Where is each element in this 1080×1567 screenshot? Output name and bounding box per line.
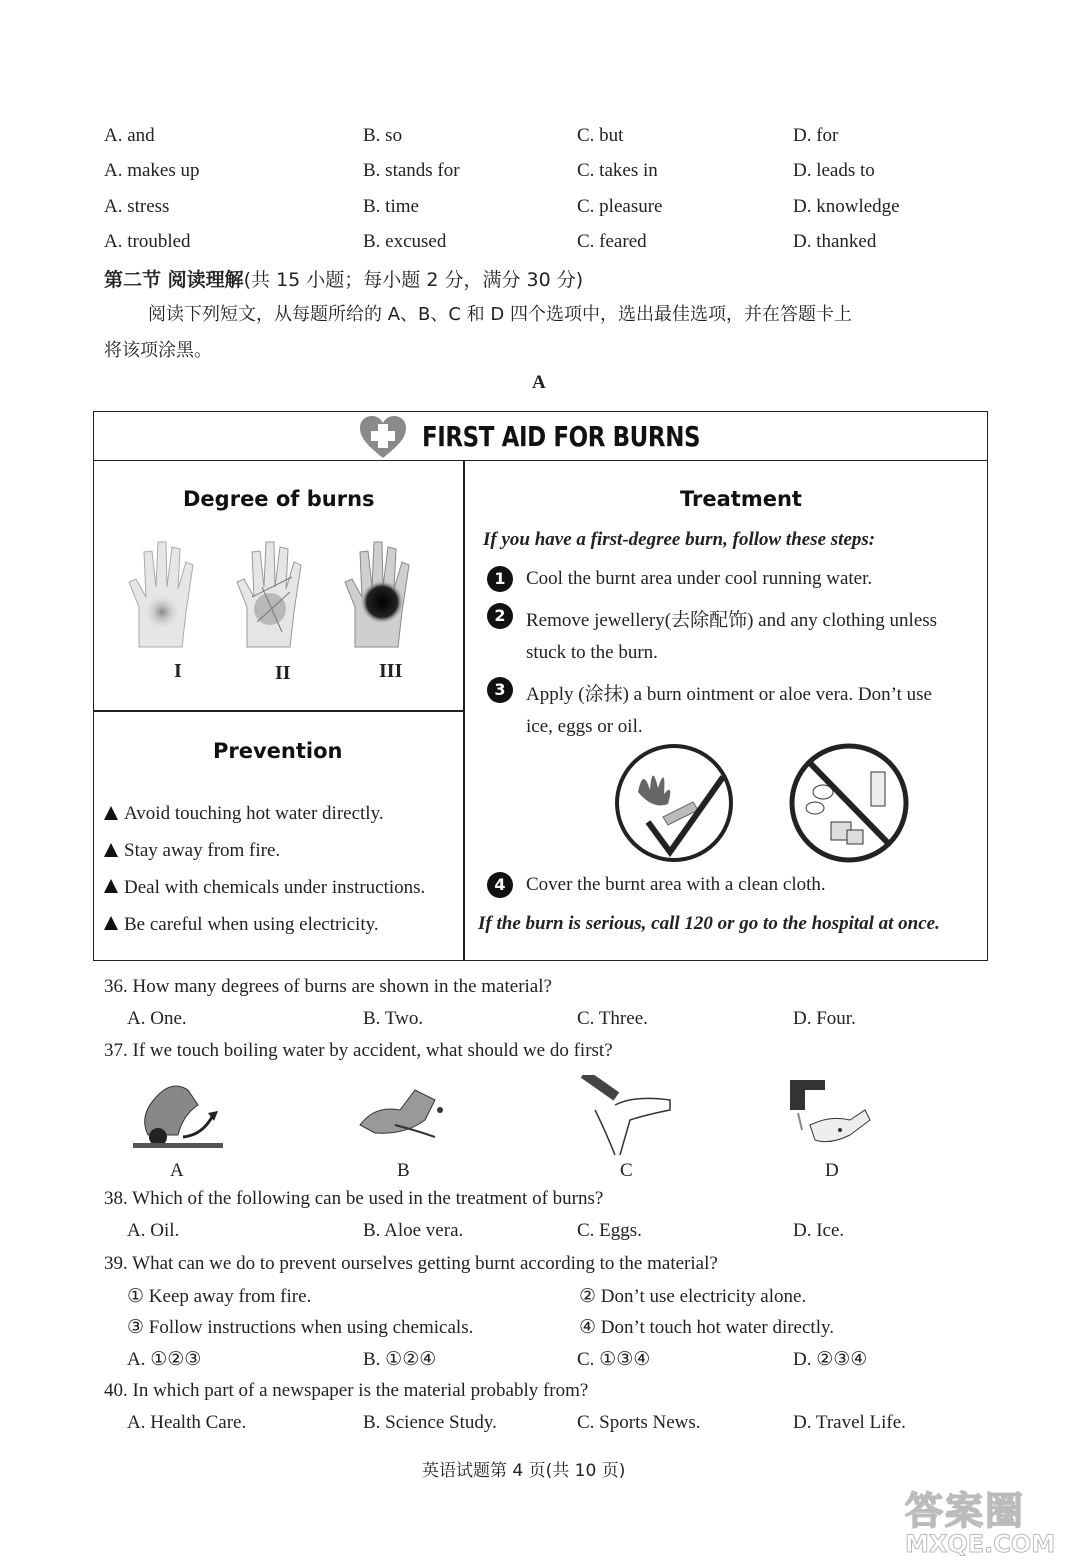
- step-2-badge: 2: [487, 603, 513, 629]
- poster-title-row: [94, 412, 987, 461]
- heart-cross-icon: [358, 414, 408, 460]
- degree-heading: Degree of burns: [183, 487, 375, 511]
- option-35-c: C. feared: [577, 231, 647, 252]
- option-32-c: C. but: [577, 125, 624, 146]
- hand-first-degree-icon: [129, 542, 193, 647]
- triangle-bullet-icon: [104, 843, 118, 857]
- q37-label-c: C: [620, 1160, 633, 1181]
- hand-third-degree-icon: [345, 542, 409, 647]
- prevention-heading: Prevention: [213, 739, 343, 763]
- q36-option-a: A. One.: [127, 1008, 187, 1029]
- q37-picture-a-icon: [128, 1075, 228, 1155]
- q39-option-c: C. ①③④: [577, 1349, 651, 1370]
- instruction-line-1: 阅读下列短文，从每题所给的 A、B、C 和 D 四个选项中，选出最佳选项，并在答题卡上: [148, 304, 852, 325]
- watermark-line-1: 答案圈: [905, 1489, 1026, 1533]
- watermark-line-2: MXQE.COM: [905, 1530, 1056, 1558]
- step-2-text-line2: stuck to the burn.: [526, 642, 658, 663]
- ice-eggs-oil-forbidden-icon: [783, 742, 915, 864]
- passage-label: A: [532, 372, 546, 393]
- step-1-text: Cool the burnt area under cool running water.: [526, 568, 873, 589]
- step-3-text-line2: ice, eggs or oil.: [526, 716, 643, 737]
- q37-picture-d-icon: [780, 1075, 880, 1160]
- option-33-a: A. makes up: [104, 160, 200, 181]
- q39-stem: 39. What can we do to prevent ourselves getting burnt according to the material?: [104, 1253, 718, 1274]
- q39-statement-3: ③ Follow instructions when using chemicals.: [127, 1317, 474, 1338]
- triangle-bullet-icon: [104, 806, 118, 820]
- q37-label-a: A: [170, 1160, 184, 1181]
- q37-picture-c-icon: [575, 1075, 680, 1160]
- burn-degree-hands: [124, 537, 434, 652]
- q37-picture-b-icon: [355, 1075, 455, 1145]
- q36-option-c: C. Three.: [577, 1008, 648, 1029]
- triangle-bullet-icon: [104, 879, 118, 893]
- step-3-badge: 3: [487, 677, 513, 703]
- q39-option-d: D. ②③④: [793, 1349, 868, 1370]
- option-35-b: B. excused: [363, 231, 447, 252]
- q37-label-b: B: [397, 1160, 410, 1181]
- q38-option-b: B. Aloe vera.: [363, 1220, 464, 1241]
- q39-statement-4: ④ Don’t touch hot water directly.: [579, 1317, 834, 1338]
- page-footer: 英语试题第 4 页(共 10 页): [422, 1461, 626, 1481]
- step-4-text: Cover the burnt area with a clean cloth.: [526, 874, 826, 895]
- serious-note: If the burn is serious, call 120 or go to the hospital at once.: [478, 913, 940, 934]
- treatment-intro: If you have a first-degree burn, follow these steps:: [483, 529, 876, 550]
- degree-label-2: II: [275, 662, 291, 684]
- prevention-item-3: Deal with chemicals under instructions.: [124, 877, 426, 898]
- section-heading-note: (共 15 小题；每小题 2 分，满分 30 分): [243, 269, 584, 291]
- triangle-bullet-icon: [104, 916, 118, 930]
- option-33-b: B. stands for: [363, 160, 460, 181]
- poster-title: FIRST AID FOR BURNS: [422, 420, 701, 453]
- option-32-a: A. and: [104, 125, 155, 146]
- q40-option-a: A. Health Care.: [127, 1412, 247, 1433]
- poster-horizontal-divider: [94, 710, 464, 712]
- prevention-item-1: Avoid touching hot water directly.: [124, 803, 384, 824]
- q38-option-a: A. Oil.: [127, 1220, 180, 1241]
- q39-statement-2: ② Don’t use electricity alone.: [579, 1286, 807, 1307]
- q36-option-d: D. Four.: [793, 1008, 856, 1029]
- option-34-b: B. time: [363, 196, 419, 217]
- option-35-d: D. thanked: [793, 231, 877, 252]
- option-33-d: D. leads to: [793, 160, 875, 181]
- option-34-c: C. pleasure: [577, 196, 663, 217]
- q40-option-d: D. Travel Life.: [793, 1412, 906, 1433]
- hand-second-degree-icon: [237, 542, 301, 647]
- treatment-heading: Treatment: [680, 487, 802, 511]
- prevention-item-2: Stay away from fire.: [124, 840, 281, 861]
- watermark-logo: [905, 1480, 1065, 1560]
- prevention-item-4: Be careful when using electricity.: [124, 914, 379, 935]
- q38-option-d: D. Ice.: [793, 1220, 845, 1241]
- q40-stem: 40. In which part of a newspaper is the material probably from?: [104, 1380, 589, 1401]
- step-4-badge: 4: [487, 872, 513, 898]
- q38-stem: 38. Which of the following can be used in the treatment of burns?: [104, 1188, 604, 1209]
- q36-stem: 36. How many degrees of burns are shown in the material?: [104, 976, 552, 997]
- degree-label-1: I: [174, 660, 182, 682]
- option-34-d: D. knowledge: [793, 196, 900, 217]
- option-32-b: B. so: [363, 125, 403, 146]
- option-35-a: A. troubled: [104, 231, 191, 252]
- q37-stem: 37. If we touch boiling water by accident, what should we do first?: [104, 1040, 613, 1061]
- q40-option-b: B. Science Study.: [363, 1412, 497, 1433]
- q39-statement-1: ① Keep away from fire.: [127, 1286, 312, 1307]
- aloe-vera-allowed-icon: [608, 742, 740, 864]
- q38-option-c: C. Eggs.: [577, 1220, 642, 1241]
- option-33-c: C. takes in: [577, 160, 658, 181]
- q39-option-b: B. ①②④: [363, 1349, 437, 1370]
- q37-label-d: D: [825, 1160, 839, 1181]
- option-34-a: A. stress: [104, 196, 170, 217]
- section-heading-title: 第二节 阅读理解: [104, 269, 244, 291]
- degree-label-3: III: [379, 660, 403, 682]
- q39-option-a: A. ①②③: [127, 1349, 202, 1370]
- option-32-d: D. for: [793, 125, 839, 146]
- section-heading: [104, 265, 583, 292]
- instruction-line-2: 将该项涂黑。: [104, 340, 212, 361]
- step-1-badge: 1: [487, 566, 513, 592]
- step-2-text-line1: Remove jewellery(去除配饰) and any clothing unless: [526, 610, 938, 631]
- q40-option-c: C. Sports News.: [577, 1412, 701, 1433]
- first-aid-poster: [93, 411, 988, 961]
- step-3-text-line1: Apply (涂抹) a burn ointment or aloe vera. Don’t use: [526, 684, 932, 705]
- q36-option-b: B. Two.: [363, 1008, 424, 1029]
